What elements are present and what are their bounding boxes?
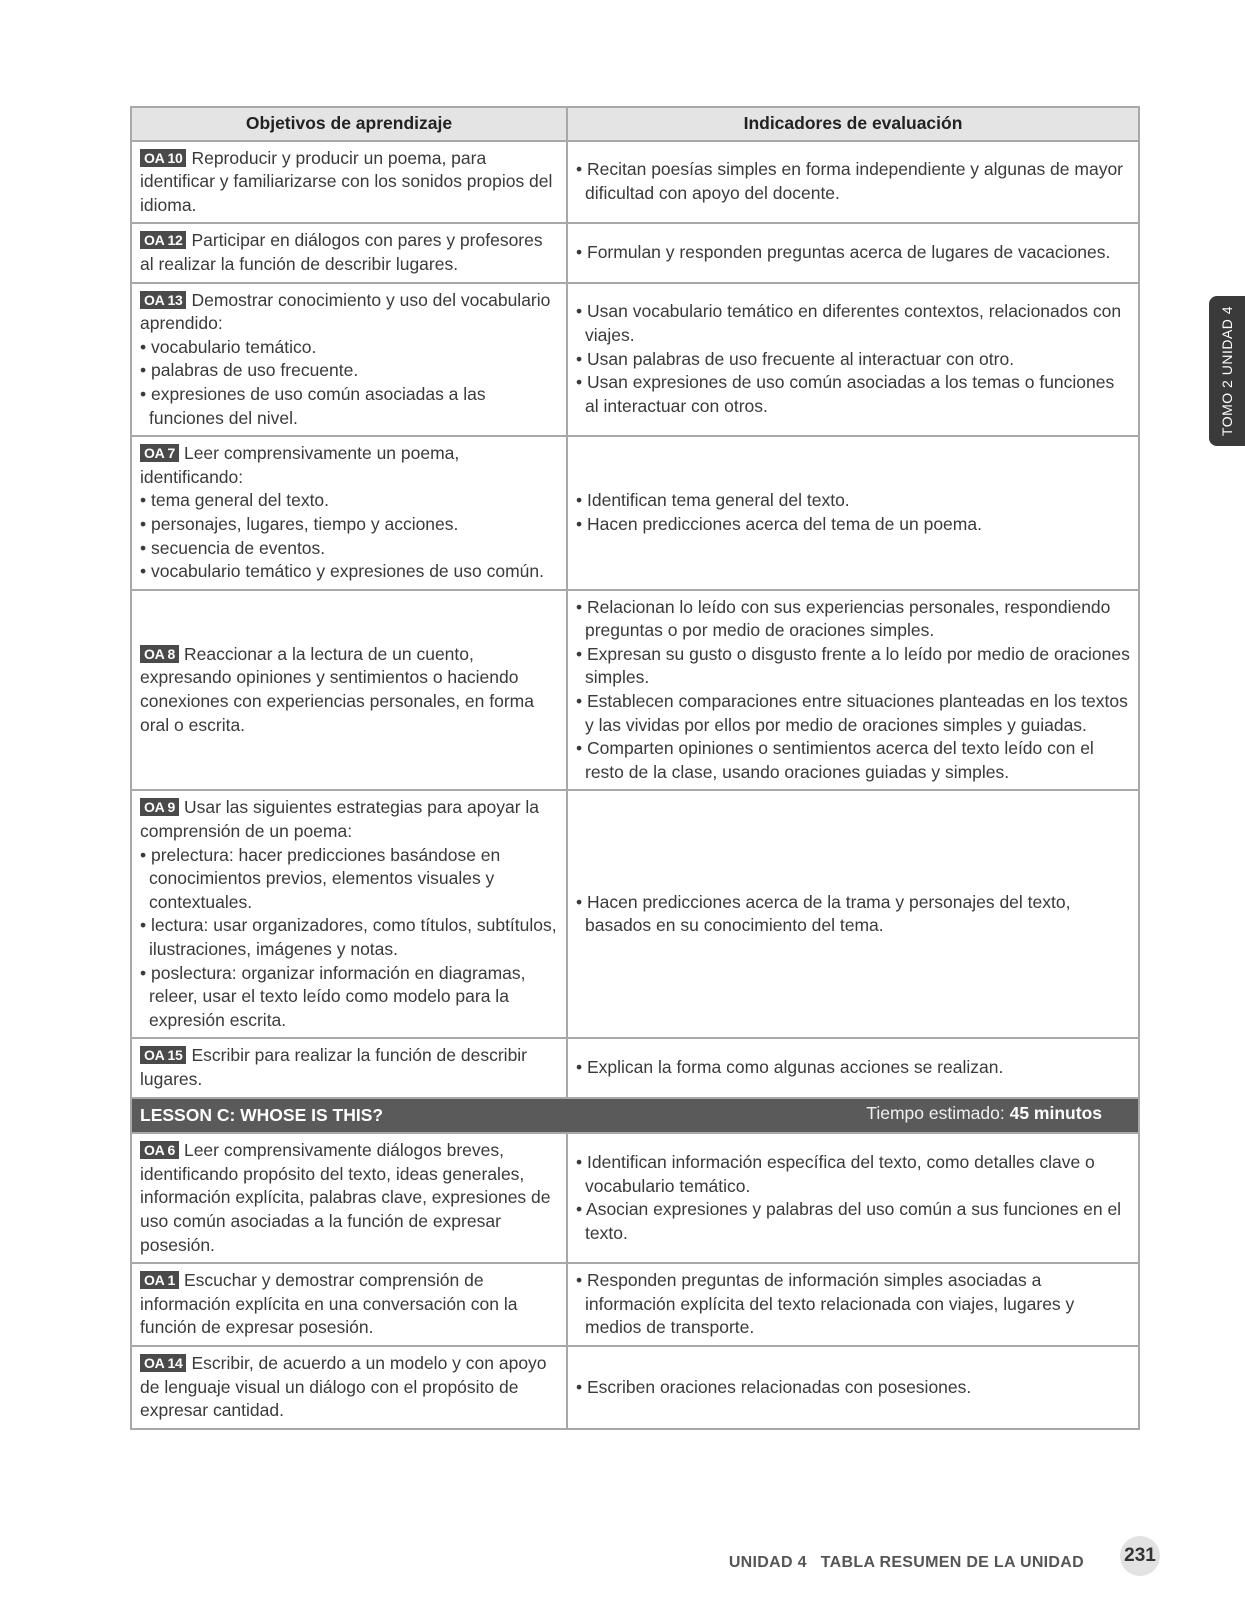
objective-sub-item: • tema general del texto.: [140, 490, 330, 511]
header-indicators: Indicadores de evaluación: [567, 107, 1139, 141]
side-tab-label: TOMO 2 UNIDAD 4: [1219, 305, 1235, 437]
indicator-cell: [567, 141, 1139, 224]
page-number: 231: [1120, 1536, 1160, 1576]
indicator-item: • Escriben oraciones relacionadas con posesiones.: [576, 1376, 972, 1397]
indicator-cell: [567, 436, 1139, 590]
table-header-row: [131, 107, 1139, 141]
indicator-item: • Identifican información específica del texto, como detalles clave o vocabulario temático.: [576, 1151, 1095, 1196]
objective-cell: [131, 1263, 567, 1346]
objective-text: Escribir, de acuerdo a un modelo y con apoyo de lenguaje visual un diálogo con el propósito de expresar cantidad.: [140, 1352, 547, 1421]
indicator-item: • Establecen comparaciones entre situaciones planteadas en los textos y las vividas por ellos por medio de oraciones simples y guiadas.: [576, 691, 1128, 735]
header-objectives: Objetivos de aprendizaje: [131, 107, 567, 141]
objective-cell: [131, 1346, 567, 1429]
objective-text: Escuchar y demostrar comprensión de información explícita en una conversación con la función de expresar posesión.: [140, 1270, 518, 1338]
indicator-item: • Responden preguntas de información simples asociadas a información explícita del texto relacionada con viajes, lugares y medios de transporte.: [576, 1270, 1075, 1338]
objective-sub-item: • secuencia de eventos.: [140, 537, 326, 558]
indicator-item: • Hacen predicciones acerca del tema de un poema.: [576, 513, 982, 534]
oa-tag: OA 6: [140, 1141, 179, 1159]
table-row: [131, 1346, 1139, 1429]
oa-tag: OA 9: [140, 798, 179, 816]
indicator-item: • Usan palabras de uso frecuente al interactuar con otro.: [576, 348, 1015, 369]
lesson-cell: [131, 1098, 1139, 1134]
objective-sub-item: • prelectura: hacer predicciones basándose en conocimientos previos, elementos visuales y contextuales.: [140, 844, 501, 912]
objective-text: Reaccionar a la lectura de un cuento, expresando opiniones y sentimientos o haciendo conexiones con experiencias personales, en forma oral o escrita.: [140, 643, 534, 735]
objective-sub-item: • vocabulario temático.: [140, 336, 317, 357]
table-row: [131, 790, 1139, 1038]
table-row: [131, 283, 1139, 437]
indicator-item: • Asocian expresiones y palabras del uso común a sus funciones en el texto.: [576, 1199, 1122, 1243]
objective-sub-item: • lectura: usar organizadores, como títulos, subtítulos, ilustraciones, imágenes y notas.: [140, 915, 557, 959]
indicator-cell: [567, 283, 1139, 437]
lesson-time-value: 45 minutos: [1009, 1102, 1102, 1123]
objective-cell: [131, 283, 567, 437]
indicator-item: • Identifican tema general del texto.: [576, 490, 850, 511]
objective-cell: [131, 1133, 567, 1263]
oa-tag: OA 7: [140, 444, 179, 462]
indicator-item: • Recitan poesías simples en forma independiente y algunas de mayor dificultad con apoyo del docente.: [576, 159, 1124, 203]
indicator-item: • Hacen predicciones acerca de la trama y personajes del texto, basados en su conocimiento del tema.: [576, 891, 1071, 936]
oa-tag: OA 1: [140, 1271, 179, 1289]
lesson-row: [131, 1098, 1139, 1134]
indicator-item: • Expresan su gusto o disgusto frente a lo leído por medio de oraciones simples.: [576, 643, 1130, 688]
table-row: [131, 1263, 1139, 1346]
lesson-time-label: Tiempo estimado:: [866, 1102, 1005, 1123]
objective-sub-item: • palabras de uso frecuente.: [140, 360, 359, 381]
table-row: [131, 436, 1139, 590]
indicator-item: • Formulan y responden preguntas acerca de lugares de vacaciones.: [576, 242, 1111, 263]
indicator-cell: [567, 1133, 1139, 1263]
objective-text: Participar en diálogos con pares y profesores al realizar la función de describir lugares.: [140, 230, 543, 274]
side-tab: [1209, 296, 1245, 446]
objective-cell: [131, 223, 567, 282]
indicator-cell: [567, 1263, 1139, 1346]
summary-table: [130, 106, 1140, 1430]
oa-tag: OA 10: [140, 149, 186, 167]
indicator-item: • Comparten opiniones o sentimientos acerca del texto leído con el resto de la clase, usando oraciones guiadas y simples.: [576, 738, 1094, 782]
indicator-cell: [567, 1346, 1139, 1429]
objective-cell: [131, 141, 567, 224]
footer-title: TABLA RESUMEN DE LA UNIDAD: [820, 1554, 1084, 1571]
table-row: [131, 141, 1139, 224]
indicator-cell: [567, 590, 1139, 791]
indicator-item: • Explican la forma como algunas acciones se realizan.: [576, 1057, 1004, 1078]
objective-text: Usar las siguientes estrategias para apoyar la comprensión de un poema:: [140, 797, 540, 842]
footer-unit: UNIDAD 4: [728, 1554, 807, 1571]
objective-sub-item: • vocabulario temático y expresiones de uso común.: [140, 561, 544, 582]
oa-tag: OA 14: [140, 1354, 186, 1372]
objective-sub-item: • expresiones de uso común asociadas a las funciones del nivel.: [140, 383, 486, 428]
objective-sub-item: • personajes, lugares, tiempo y acciones.: [140, 513, 459, 534]
objective-text: Demostrar conocimiento y uso del vocabulario aprendido:: [140, 289, 551, 334]
table-row: [131, 1038, 1139, 1097]
oa-tag: OA 15: [140, 1046, 186, 1064]
objective-text: Leer comprensivamente diálogos breves, identificando propósito del texto, ideas generales, información explícita, palabras clave, expresiones de uso común asociadas a la función de expresar posesión.: [140, 1140, 551, 1255]
objective-cell: [131, 436, 567, 590]
oa-tag: OA 13: [140, 291, 186, 309]
objective-cell: [131, 1038, 567, 1097]
oa-tag: OA 12: [140, 231, 186, 249]
table-row: [131, 223, 1139, 282]
objective-cell: [131, 590, 567, 791]
lesson-title: LESSON C: WHOSE IS THIS?: [140, 1104, 384, 1125]
indicator-item: • Relacionan lo leído con sus experiencias personales, respondiendo preguntas o por medio de oraciones simples.: [576, 596, 1111, 641]
objective-sub-item: • poslectura: organizar información en diagramas, releer, usar el texto leído como modelo para la expresión escrita.: [140, 962, 526, 1030]
table-row: [131, 1133, 1139, 1263]
indicator-item: • Usan expresiones de uso común asociadas a los temas o funciones al interactuar con otros.: [576, 372, 1115, 416]
objective-text: Reproducir y producir un poema, para identificar y familiarizarse con los sonidos propios del idioma.: [140, 147, 553, 215]
indicator-item: • Usan vocabulario temático en diferentes contextos, relacionados con viajes.: [576, 301, 1122, 345]
indicator-cell: [567, 1038, 1139, 1097]
oa-tag: OA 8: [140, 645, 179, 663]
indicator-cell: [567, 790, 1139, 1038]
indicator-cell: [567, 223, 1139, 282]
lesson-time: [866, 1102, 1102, 1126]
footer: [729, 1554, 1084, 1572]
objective-text: Leer comprensivamente un poema, identificando:: [140, 443, 460, 487]
table-row: [131, 590, 1139, 791]
objective-cell: [131, 790, 567, 1038]
objective-text: Escribir para realizar la función de describir lugares.: [140, 1045, 528, 1089]
